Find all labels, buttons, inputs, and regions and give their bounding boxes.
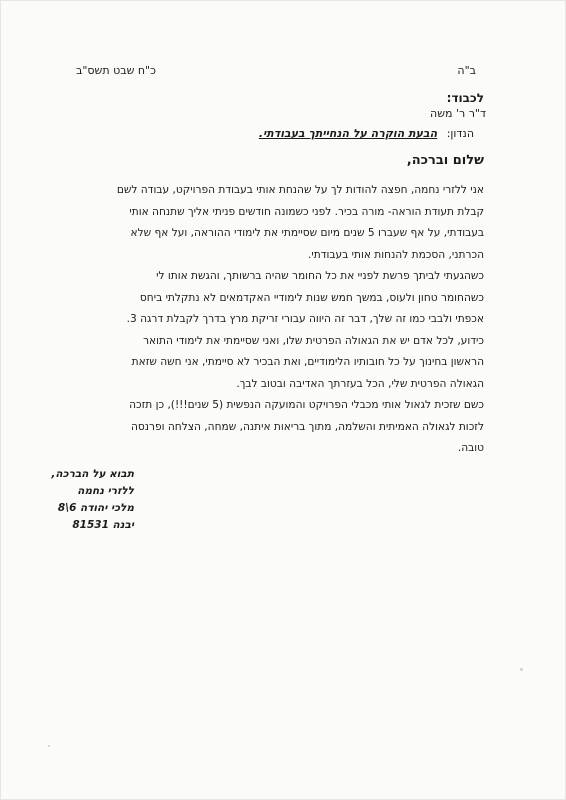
recipient-name: ד"ר ר' משה (430, 107, 486, 120)
subject-label: הנדון: (446, 127, 474, 140)
bh-header: ב"ה (457, 64, 476, 77)
signature-city: יבנה 81531 (72, 519, 134, 531)
signature-name: ללזרי נחמה (77, 485, 134, 497)
body-line: טובה. (457, 442, 484, 454)
letter-date: כ"ח שבט תשס"ב (76, 64, 156, 77)
subject-row (259, 127, 474, 140)
greeting: שלום וברכה, (406, 153, 484, 168)
body-line: כשהחומר טחון ולעוס, במשך חמש שנות לימודיי האקדמאים לא נתקלתי ביחס (139, 291, 484, 304)
signature-block (51, 466, 134, 534)
body-line: הגאולה הפרטית שלי, הכל בעזרתך האדיבה ובטוב לבך. (236, 377, 484, 390)
signature-closing: תבוא על הברכה, (51, 468, 134, 480)
body-line: כשם שזכית לגאול אותי מכבלי הפרויקט והמועקה הנפשית (5 שנים!!!), כן תזכה (129, 399, 484, 411)
to-label: לכבוד: (446, 91, 484, 105)
body-line: כשהגעתי לביתך פרשת לפניי את כל החומר שהיה ברשותך, והגשת אותו לי (156, 270, 484, 282)
body-line: אני ללזרי נחמה, חפצה להודות לך על שהנחת אותי בעבודת הפרויקט, עבודה לשם (116, 184, 484, 196)
body-line: אכפתי ולבבי כמו זה שלך, דבר זה היווה עבורי זריקת מרץ בדרך לקבלת דרגה 3. (126, 313, 484, 325)
paper-speck (520, 668, 523, 671)
body-line: לזכות לגאולה האמיתית והשלמה, מתוך בריאות איתנה, שמחה, הצלחה ופרנסה (130, 420, 484, 433)
body-line: בעבודתי, על אף שעברו 5 שנים מיום שסיימתי את לימודי ההוראה, ועל אף שלא (130, 227, 484, 239)
subject-text: הבעת הוקרה על הנחייתך בעבודתי. (258, 127, 438, 140)
body-line: הראשון בחינוך על כל חובותיו הלימודיים, ואת הבכיר לא סיימתי, אני חשה שזאת (131, 356, 484, 368)
signature-street: מלכי יהודה 6\8 (57, 502, 134, 514)
paper-speck (48, 745, 50, 747)
body-line: כידוע, לכל אדם יש את הגאולה הפרטית שלו, ואני שסיימתי את לימודי התואר (143, 334, 484, 347)
body-line: הכרתני, הסכמת להנחות אותי בעבודתי. (308, 248, 484, 261)
letter-body (82, 180, 484, 460)
body-line: קבלת תעודת הוראה- מורה בכיר. לפני כשמונה חודשים פניתי אליך שתנחה אותי (129, 205, 484, 218)
